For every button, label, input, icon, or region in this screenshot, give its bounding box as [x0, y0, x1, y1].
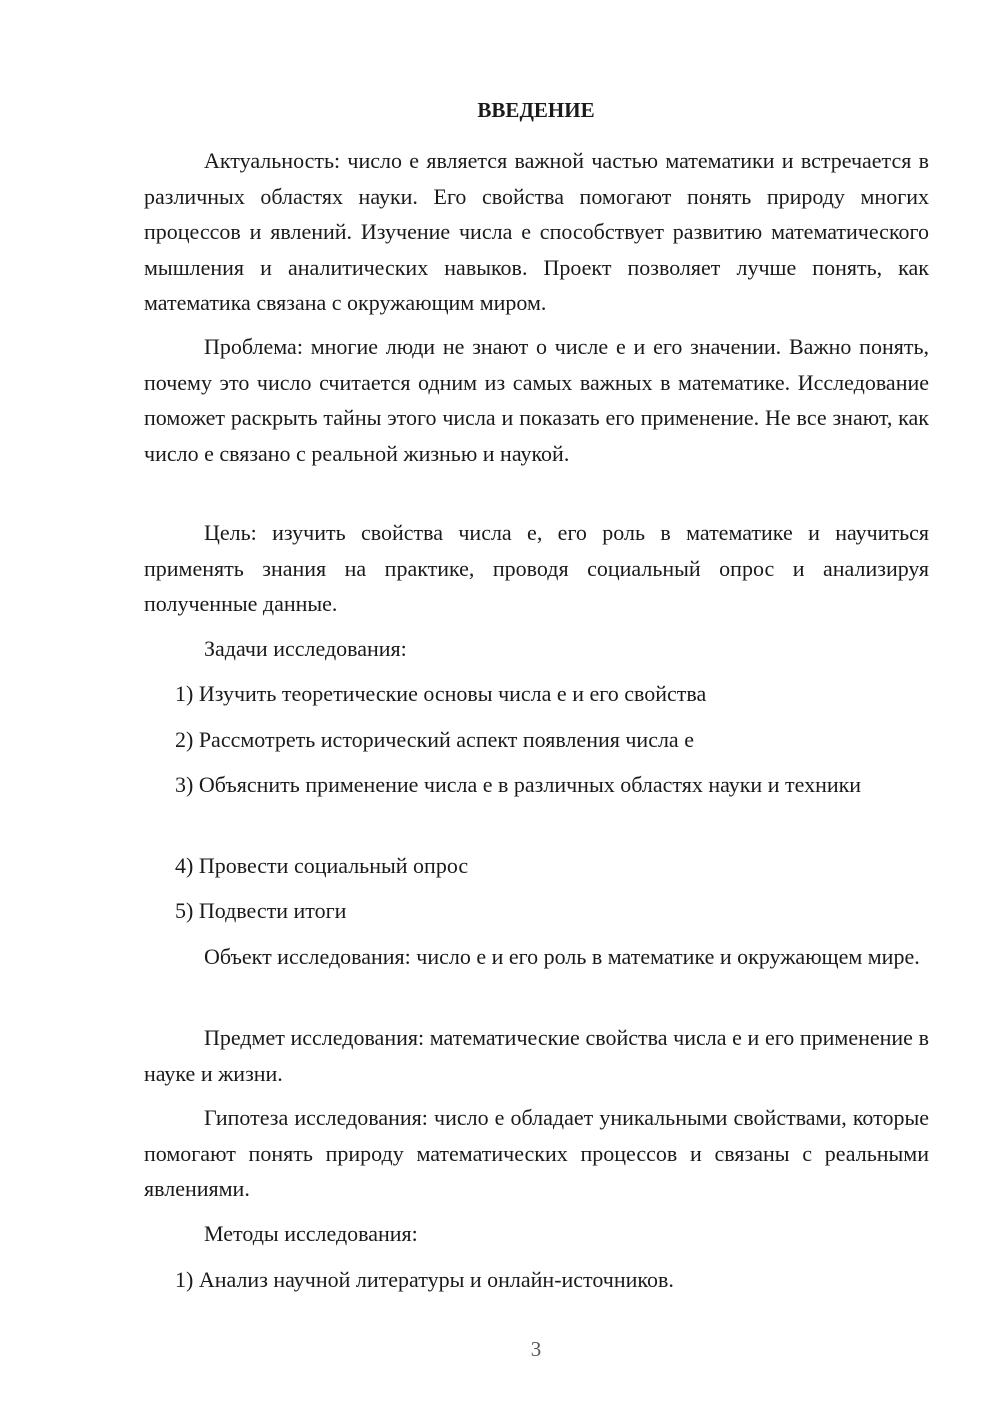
- task-item-5: 5) Подвести итоги: [175, 898, 347, 923]
- method-item-1: 1) Анализ научной литературы и онлайн-источников.: [175, 1267, 674, 1292]
- tasks-heading: Задачи исследования:: [204, 636, 407, 661]
- object-paragraph: Объект исследования: число е и его роль в математике и окружающем мире.: [204, 944, 920, 969]
- methods-heading: Методы исследования:: [204, 1221, 418, 1246]
- goal-paragraph: Цель: изучить свойства числа е, его роль в математике и научиться применять знания на практике, проводя социальный опрос и анализируя полученные данные.: [144, 520, 929, 616]
- task-item-2: 2) Рассмотреть исторический аспект появления числа е: [175, 727, 694, 752]
- hypothesis-paragraph: Гипотеза исследования: число е обладает уникальными свойствами, которые помогают понять природу математических процессов и связаны с реальными явлениями.: [144, 1105, 929, 1201]
- task-item-1: 1) Изучить теоретические основы числа е и его свойства: [175, 681, 707, 706]
- task-item-4: 4) Провести социальный опрос: [175, 853, 469, 878]
- subject-paragraph: Предмет исследования: математические свойства числа е и его применение в науке и жизни.: [144, 1025, 929, 1086]
- task-item-3: 3) Объяснить применение числа е в различных областях науки и техники: [175, 772, 862, 797]
- page-number: 3: [530, 1337, 542, 1361]
- page-title: ВВЕДЕНИЕ: [477, 98, 595, 122]
- problem-paragraph: Проблема: многие люди не знают о числе е и его значении. Важно понять, почему это число считается одним из самых важных в математике. Исследование поможет раскрыть тайны этого числа и показать его применение. Не все знают, как число е связано с реальной жизнью и наукой.: [144, 334, 929, 466]
- relevance-paragraph: Актуальность: число е является важной частью математики и встречается в различных областях науки. Его свойства помогают понять природу многих процессов и явлений. Изучение числа е способствует развитию математического мышления и аналитических навыков. Проект позволяет лучше понять, как математика связана с окружающим миром.: [144, 148, 929, 315]
